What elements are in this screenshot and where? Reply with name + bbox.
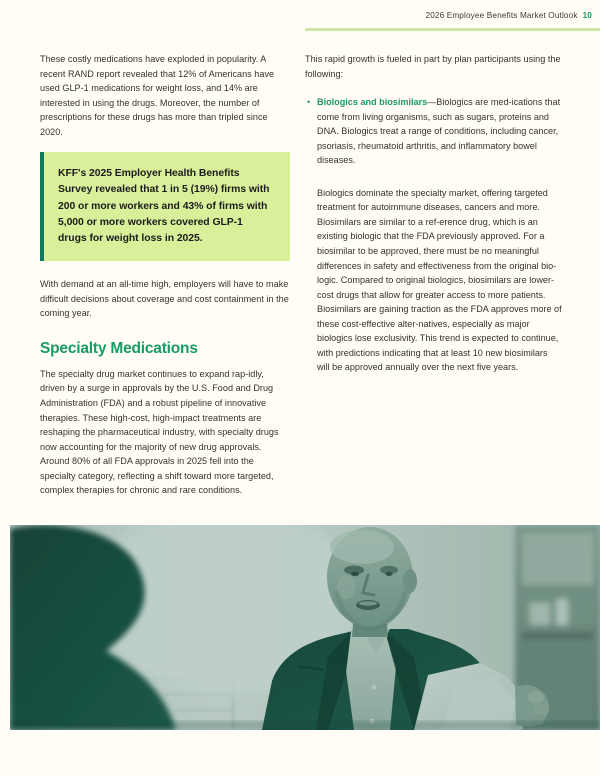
page-header (0, 0, 600, 36)
left-paragraph-3: The specialty drug market continues to expand rap-idly, driven by a surge in approvals by the U.S. Food and Drug Administration (FDA) and a robust pipeline of innovative therapies. These high-cost, high-impact treatments are reshaping the pharmaceutical industry, with specialty drugs now accounting for the majority of new drug approvals. Around 80% of all FDA approvals in 2025 fell into the specialty category, reflecting a shift toward more targeted, complex therapies for chronic and rare conditions. (40, 368, 279, 496)
right-paragraph-1: This rapid growth is fueled in part by plan participants using the following: (305, 54, 561, 79)
bullet-body (317, 95, 562, 168)
right-paragraph-2: Biologics dominate the specialty market, offering targeted treatment for autoimmune diseases, cancers and more. Biosimilars are similar to a ref-erence drug, which is an existing biologic that the FDA previously approved. For a biosimilar to be approved, there must be no meaningful differences in safety and effectiveness from the original bio-logic. Compared to original biologics, biosimilars are lower-cost drugs that allow for greater access to more patients. Biosimilars are gaining traction as the FDA approves more of these cost-effective alter-natives, especially as major biologics lose exclusivity. This trend is expected to continue, with predictions indicating that at least 10 new biosimilars will be approved annually over the next five years. (317, 187, 562, 373)
section-heading-specialty-medications: Specialty Medications (40, 339, 198, 357)
bullet-rest-text: —Biologics are med-ications that come from living organisms, such as sugars, proteins and DNA. Biologics treat a range of conditions, including cancer, psoriasis, rheumatoid arthritis, and inflammatory bowel diseases. (317, 97, 561, 166)
left-column (0, 52, 305, 511)
photo-illustration (10, 525, 600, 730)
page-number: 10 (582, 11, 592, 20)
list-item (305, 95, 562, 168)
bullet-marker-icon: • (307, 97, 311, 108)
bullet-lead-term: Biologics and biosimilars (317, 97, 428, 108)
photo-businessman-meeting (10, 525, 600, 730)
header-rule (305, 28, 600, 31)
header-text (425, 11, 592, 20)
right-column (305, 52, 600, 511)
callout-box (40, 152, 290, 261)
content-columns (0, 52, 600, 511)
left-paragraph-1: These costly medications have exploded in popularity. A recent RAND report revealed that 12% of Americans have used GLP-1 medications for weight loss, and 14% are interested in using the drugs. Moreover, the number of prescriptions for these drugs has more than tripled since 2020. (40, 54, 275, 137)
callout-text: KFF's 2025 Employer Health Benefits Survey revealed that 1 in 5 (19%) firms with 200 or more workers and 43% of firms with 5,000 or more workers covered GLP-1 drugs for weight loss in 2025. (58, 168, 270, 245)
left-paragraph-2: With demand at an all-time high, employers will have to make difficult decisions about coverage and cost containment in the coming year. (40, 279, 289, 319)
document-title: 2026 Employee Benefits Market Outlook (425, 11, 578, 20)
